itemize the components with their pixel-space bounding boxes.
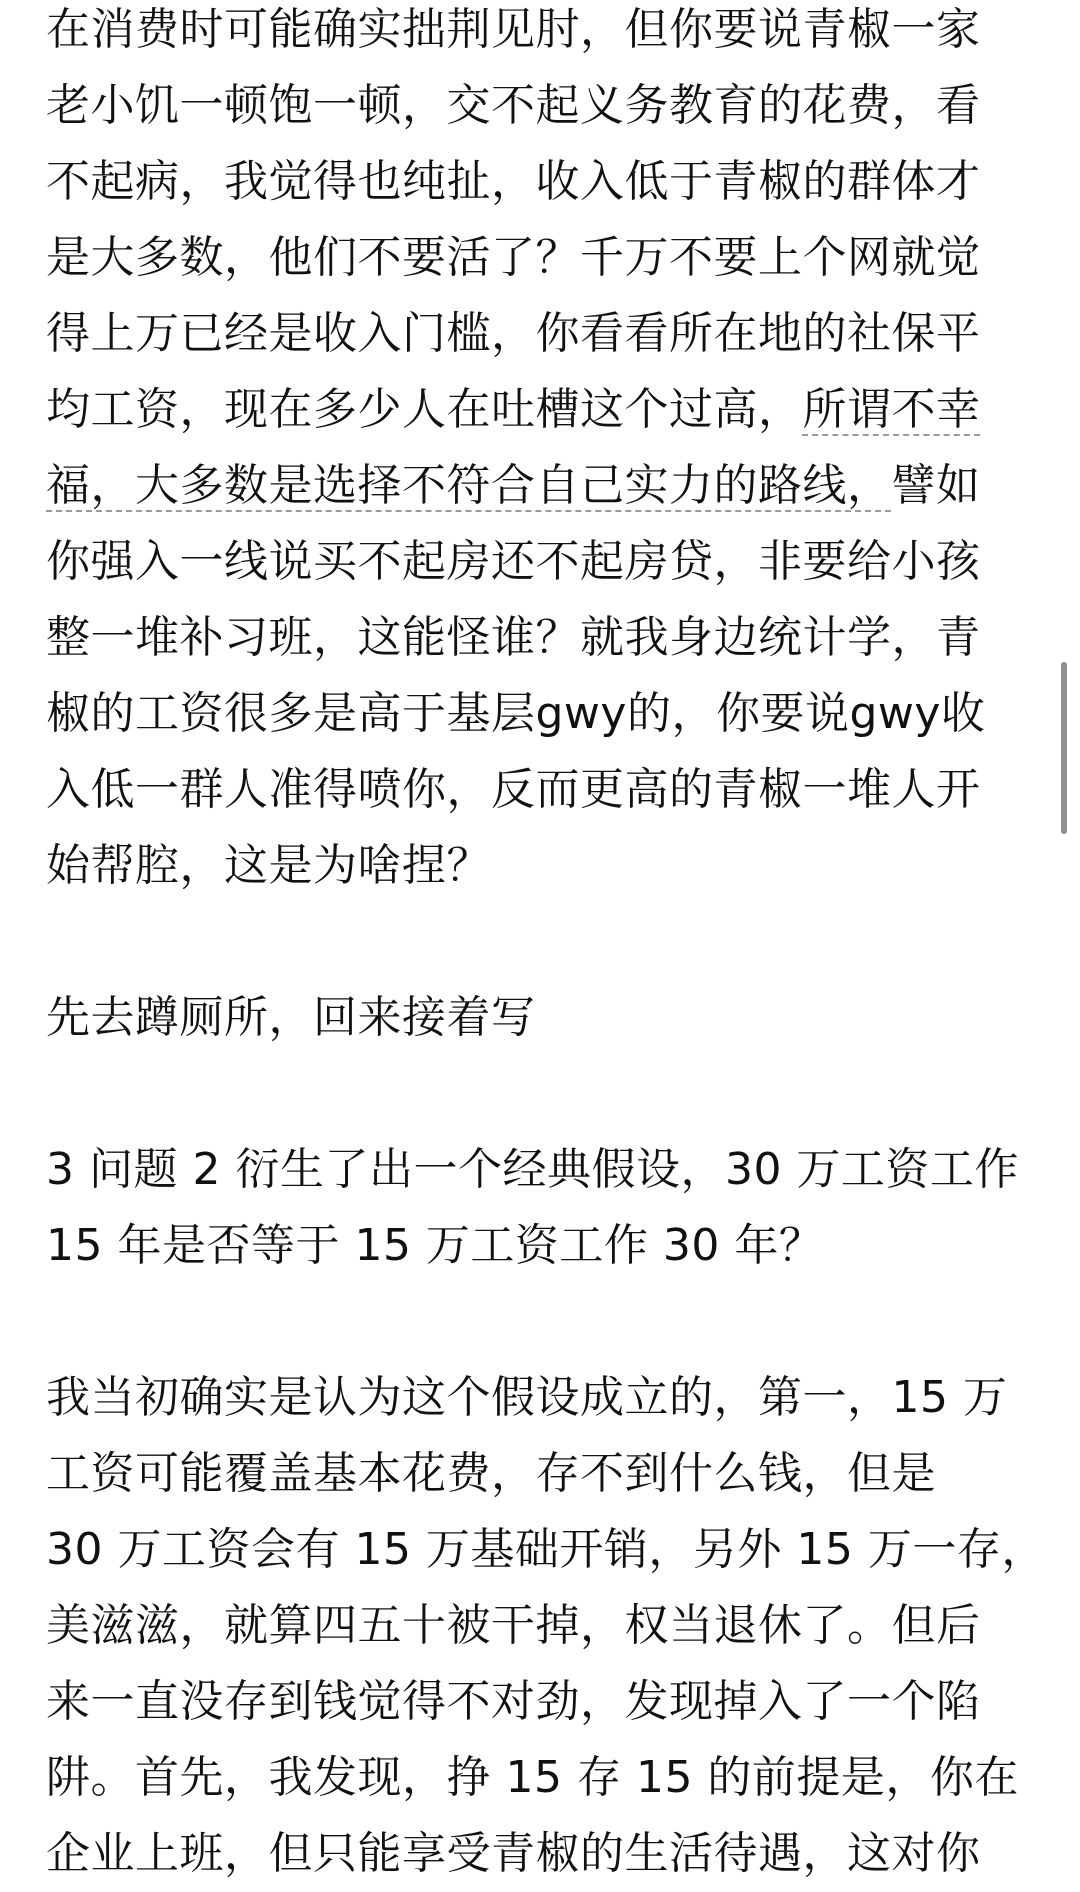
text-line: 先去蹲厕所，回来接着写 [46, 992, 536, 1043]
highlight-underline[interactable]: 所谓不幸 [802, 384, 981, 435]
text-line: 美滋滋，就算四五十被干掉，权当退休了。但后 [46, 1600, 981, 1651]
paragraph-2 [46, 980, 1030, 1056]
scrollbar-thumb[interactable] [1061, 662, 1067, 834]
paragraph-4 [46, 1360, 1046, 1892]
highlight-underline[interactable]: 福，大多数是选择不符合自己实力的路线， [46, 460, 892, 511]
text-line: 你强入一线说买不起房还不起房贷，非要给小孩 [46, 536, 981, 587]
text-line: 在消费时可能确实拙荆见肘，但你要说青椒一家 [46, 4, 981, 55]
text-line: 是大多数，他们不要活了？千万不要上个网就觉 [46, 232, 981, 283]
article-body [46, 0, 1046, 1892]
paragraph-3 [46, 1132, 1030, 1284]
text-line: 不起病，我觉得也纯扯，收入低于青椒的群体才 [46, 156, 981, 207]
text-line [46, 448, 1030, 524]
paragraph-gap [46, 1284, 1030, 1360]
text-line: 来一直没存到钱觉得不对劲，发现掉入了一个陷 [46, 1676, 981, 1727]
text-line: 得上万已经是收入门槛，你看看所在地的社保平 [46, 308, 981, 359]
text-line: 我当初确实是认为这个假设成立的，第一，15 万 [46, 1372, 1008, 1423]
text-line: 始帮腔，这是为啥捏？ [46, 840, 491, 891]
text-line: 阱。首先，我发现，挣 15 存 15 的前提是，你在 [46, 1752, 1019, 1803]
text-line: 3 问题 2 衍生了出一个经典假设，30 万工资工作 [46, 1144, 1019, 1195]
text-line: 老小饥一顿饱一顿，交不起义务教育的花费，看 [46, 80, 981, 131]
text-segment: 譬如 [891, 460, 981, 511]
text-line: 企业上班，但只能享受青椒的生活待遇，这对你 [46, 1828, 981, 1879]
text-line [46, 372, 1030, 448]
paragraph-gap [46, 1056, 1030, 1132]
text-segment: 均工资，现在多少人在吐槽这个过高， [46, 384, 803, 435]
text-line: 30 万工资会有 15 万基础开销，另外 15 万一存， [46, 1524, 1046, 1575]
paragraph-1 [46, 0, 1030, 904]
text-line: 15 年是否等于 15 万工资工作 30 年？ [46, 1220, 824, 1271]
paragraph-gap [46, 904, 1030, 980]
text-line: 整一堆补习班，这能怪谁？就我身边统计学，青 [46, 612, 981, 663]
text-line: 椒的工资很多是高于基层gwy的，你要说gwy收 [46, 688, 986, 739]
text-line: 入低一群人准得喷你，反而更高的青椒一堆人开 [46, 764, 981, 815]
text-line: 工资可能覆盖基本花费，存不到什么钱，但是 [46, 1448, 936, 1499]
